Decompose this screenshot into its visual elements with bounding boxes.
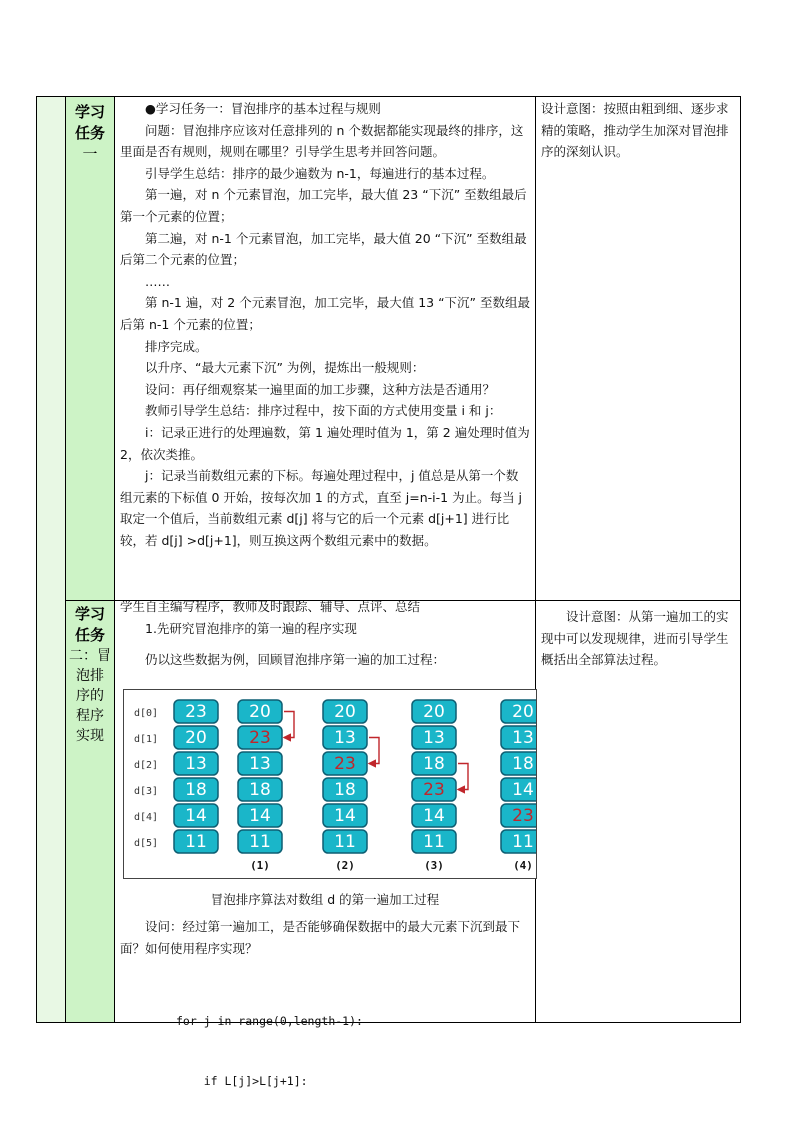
row2-design-note: 设计意图：从第一遍加工的实现中可以发现规律，进而引导学生概括出全部算法过程。 (541, 609, 729, 668)
row1-margin-cell (36, 96, 65, 1023)
value-text: 11 (512, 832, 534, 852)
paragraph: 问题：冒泡排序应该对任意排列的 n 个数据都能实现最终的排序，这里面是否有规则，规则在哪里？引导学生思考并回答问题。 (120, 122, 524, 160)
value-text: 14 (334, 806, 356, 826)
value-text: 13 (512, 728, 534, 748)
paragraph: …… (145, 273, 170, 289)
paragraph: j：记录当前数组元素的下标。每遍处理过程中，j 值总是从第一个数组元素的下标值 0 开始，按每次加 1 的方式，直至 j=n-i-1 为止。每当 j 取定一个值后，当前数组元素 d[j] 将与它的后一个元素 d[j+1] 进行比较，若 d[j] >d[j+1]，则互换这两个数组元素中的数据。 (120, 468, 523, 548)
value-text: 14 (249, 806, 271, 826)
paragraph: 设问：再仔细观察某一遍里面的加工步骤，这种方法是否通用？ (145, 381, 496, 397)
paragraph: 第一遍，对 n 个元素冒泡，加工完毕，最大值 23 “下沉” 至数组最后第一个元素的位置； (120, 187, 527, 224)
value-text: 23 (423, 780, 445, 800)
row1-content (120, 98, 530, 551)
paragraph: 引导学生总结：排序的最少遍数为 n-1，每遍进行的基本过程。 (145, 165, 495, 181)
code-block (176, 971, 363, 1131)
value-text: 13 (334, 728, 356, 748)
row2-intro: 学生自主编写程序，教师及时跟踪、辅导、点评、总结 (120, 599, 421, 614)
index-label: d[0] (134, 708, 159, 719)
figure-caption: 冒泡排序算法对数组 d 的第一遍加工过程 (210, 892, 440, 907)
swap-arrow (458, 764, 468, 790)
value-text: 13 (249, 754, 271, 774)
col-divider-1 (65, 96, 66, 1023)
value-text: 11 (423, 832, 445, 852)
row1-design-note: 设计意图：按照由粗到细、逐步求精的策略，推动学生加深对冒泡排序的深刻认识。 (541, 101, 729, 160)
step-label: (2) (335, 859, 355, 872)
value-text: 13 (423, 728, 445, 748)
index-label: d[5] (134, 838, 159, 849)
value-text: 11 (185, 832, 207, 852)
index-label: d[3] (134, 786, 159, 797)
value-text: 11 (249, 832, 271, 852)
value-text: 20 (185, 728, 207, 748)
row1-label: 学习 任务 一 (74, 103, 105, 163)
value-text: 18 (334, 780, 356, 800)
row2-label-rest: 二：冒 泡排 序的 程序 实现 (69, 648, 111, 744)
value-text: 23 (334, 754, 356, 774)
value-text: 14 (423, 806, 445, 826)
row1-label-cell (66, 96, 114, 600)
paragraph: 第 n-1 遍，对 2 个元素冒泡，加工完毕，最大值 13 “下沉” 至数组最后第 n-1 个元素的位置； (120, 295, 531, 332)
value-text: 18 (512, 754, 534, 774)
paragraph: 排序完成。 (145, 338, 208, 354)
paragraph: 以升序、“最大元素下沉” 为例，提炼出一般规则： (145, 360, 425, 376)
value-text: 23 (512, 806, 534, 826)
row2-question: 设问：经过第一遍加工，是否能够确保数据中的最大元素下沉到最下面？如何使用程序实现？ (120, 919, 521, 956)
lesson-table (36, 96, 741, 1088)
bubble-sort-figure (123, 689, 537, 879)
paragraph: i：记录正进行的处理遍数，第 1 遍处理时值为 1，第 2 遍处理时值为 2，依次类推。 (120, 424, 530, 462)
task1-heading: ●学习任务一：冒泡排序的基本过程与规则 (145, 101, 381, 116)
col-divider-2 (114, 96, 115, 1023)
step-label: (4) (513, 859, 533, 872)
value-text: 18 (249, 780, 271, 800)
value-text: 18 (423, 754, 445, 774)
row2-lead: 仍以这些数据为例，回顾冒泡排序第一遍的加工过程： (145, 652, 446, 667)
row2-step: 1.先研究冒泡排序的第一遍的程序实现 (145, 621, 357, 636)
border-right (740, 96, 741, 1023)
paragraph: 教师引导学生总结：排序过程中，按下面的方式使用变量 i 和 j： (145, 403, 502, 419)
value-text: 20 (249, 702, 271, 722)
code-line: for j in range(0,length-1): (176, 1014, 363, 1028)
value-text: 14 (185, 806, 207, 826)
swap-arrow (284, 712, 294, 738)
value-text: 20 (512, 702, 534, 722)
step-label: (1) (250, 859, 270, 872)
code-line: if L[j]>L[j+1]: (176, 1074, 308, 1088)
value-text: 18 (185, 780, 207, 800)
border-bottom (36, 1022, 741, 1023)
value-text: 11 (334, 832, 356, 852)
col-divider-3 (535, 96, 536, 1023)
step-label: (3) (424, 859, 444, 872)
index-label: d[2] (134, 760, 159, 771)
index-label: d[4] (134, 812, 159, 823)
row2-label: 学习 任务 (74, 605, 105, 644)
bubble-sort-diagram (124, 690, 536, 878)
paragraph: 第二遍，对 n-1 个元素冒泡，加工完毕，最大值 20 “下沉” 至数组最后第二个元素的位置； (120, 230, 527, 268)
value-text: 23 (185, 702, 207, 722)
border-top (36, 96, 741, 97)
value-text: 20 (334, 702, 356, 722)
border-left (36, 96, 37, 1023)
value-text: 13 (185, 754, 207, 774)
value-text: 23 (249, 728, 271, 748)
value-text: 14 (512, 780, 534, 800)
index-label: d[1] (134, 734, 159, 745)
swap-arrow (369, 738, 379, 764)
value-text: 20 (423, 702, 445, 722)
